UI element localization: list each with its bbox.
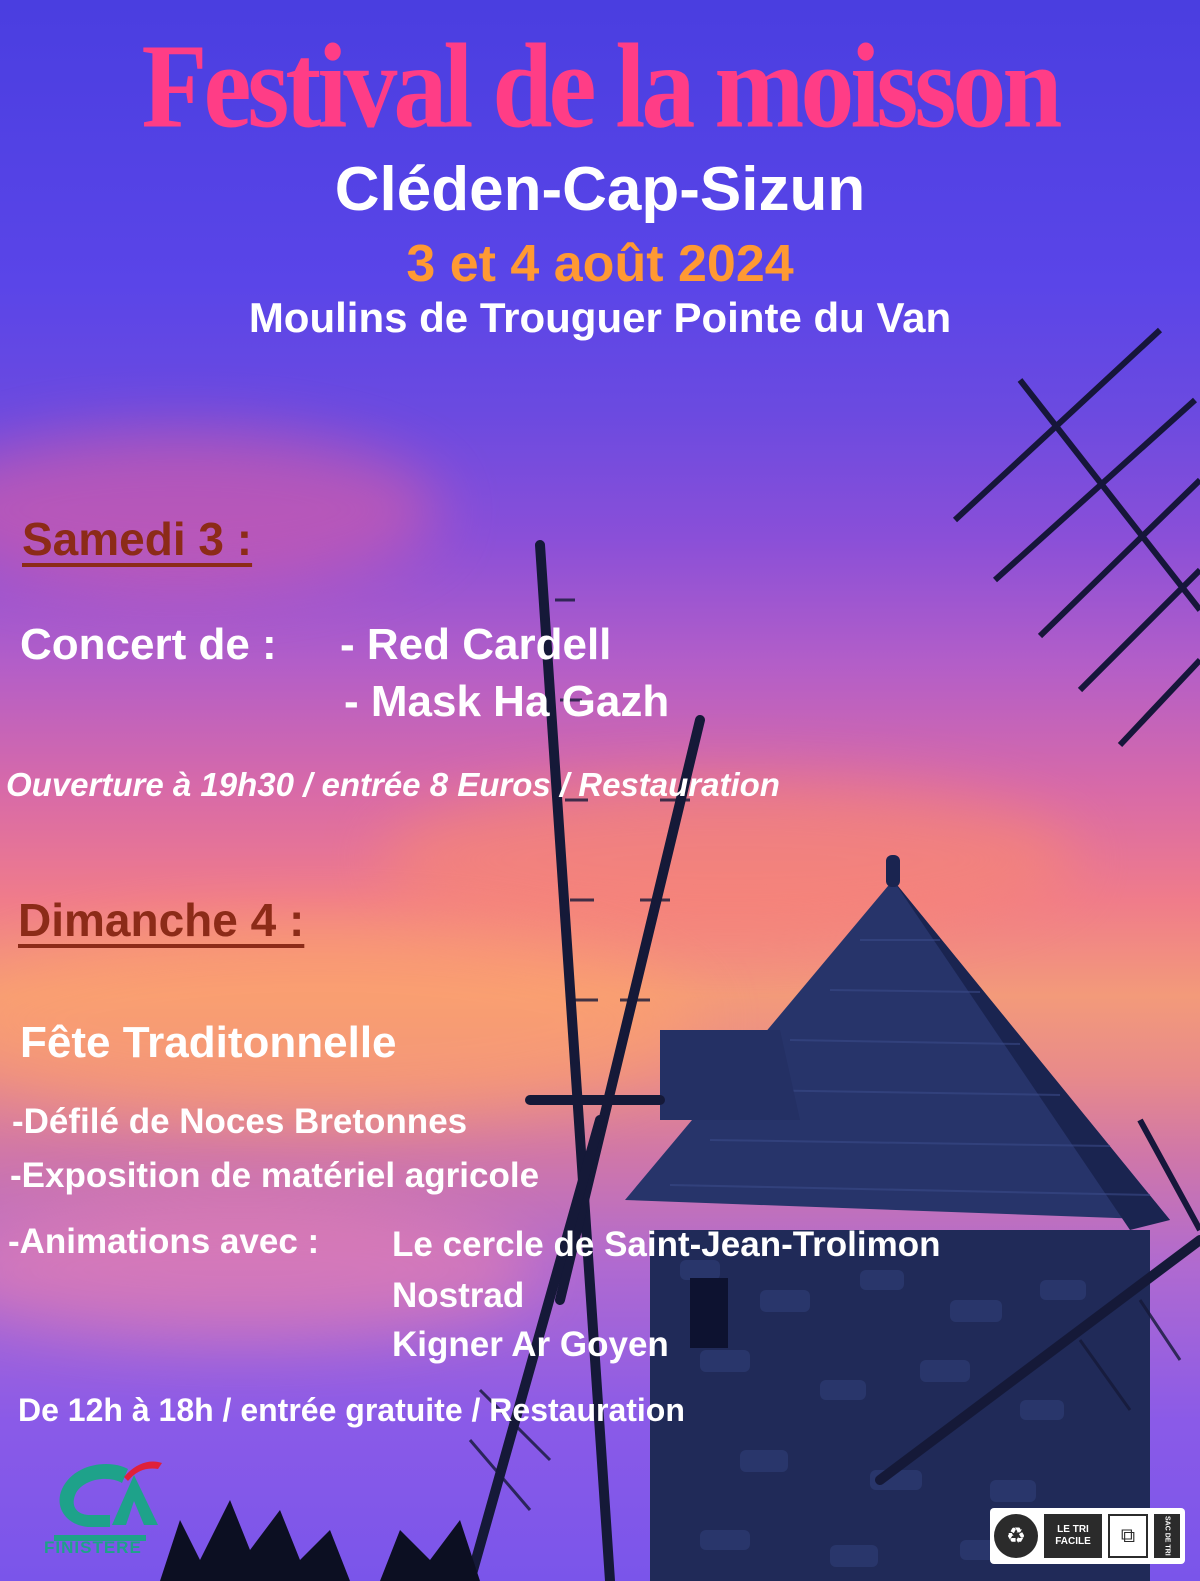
mill-finial: [886, 855, 900, 887]
sunday-heading: Dimanche 4 :: [18, 894, 305, 946]
concert-label: Concert de :: [20, 620, 277, 669]
saturday-heading: Samedi 3 :: [22, 513, 253, 565]
credit-agricole-logo: [50, 1455, 170, 1545]
band-red-cardell: - Red Cardell: [340, 620, 612, 669]
animation-kigner: Kigner Ar Goyen: [392, 1325, 669, 1364]
sunday-item-exhibition: -Exposition de matériel agricole: [10, 1156, 540, 1195]
saturday-info: Ouverture à 19h30 / entrée 8 Euros / Restauration: [6, 766, 780, 803]
mill-window: [690, 1278, 728, 1348]
sunday-item-parade: -Défilé de Noces Bretonnes: [12, 1102, 468, 1141]
tri-facile-line1: LE TRI: [1057, 1524, 1089, 1535]
sunday-subtitle: Fête Traditonnelle: [20, 1018, 397, 1067]
tri-facile-logo: [990, 1508, 1185, 1564]
venue-name: Moulins de Trouguer Pointe du Van: [248, 294, 952, 341]
festival-title: Festival de la moisson: [141, 20, 1059, 154]
tri-facile-line2: FACILE: [1055, 1536, 1091, 1547]
foliage: [160, 1500, 480, 1581]
town-name: Cléden-Cap-Sizun: [334, 155, 866, 224]
festival-dates: 3 et 4 août 2024: [406, 235, 794, 293]
bank-region-label: FINISTÈRE: [44, 1538, 142, 1557]
tri-facile-badge: [1044, 1514, 1102, 1558]
animations-label: -Animations avec :: [8, 1222, 320, 1261]
recycle-icon: ♻: [994, 1514, 1038, 1558]
animation-nostrad: Nostrad: [392, 1276, 525, 1315]
tri-bag-label: SAC DE TRI: [1154, 1514, 1180, 1558]
band-mask-ha-gazh: - Mask Ha Gazh: [344, 677, 670, 726]
sorting-bin-icon: ⧉: [1108, 1514, 1148, 1558]
sunday-info: De 12h à 18h / entrée gratuite / Restauration: [18, 1392, 685, 1428]
animation-cercle: Le cercle de Saint-Jean-Trolimon: [392, 1225, 941, 1264]
